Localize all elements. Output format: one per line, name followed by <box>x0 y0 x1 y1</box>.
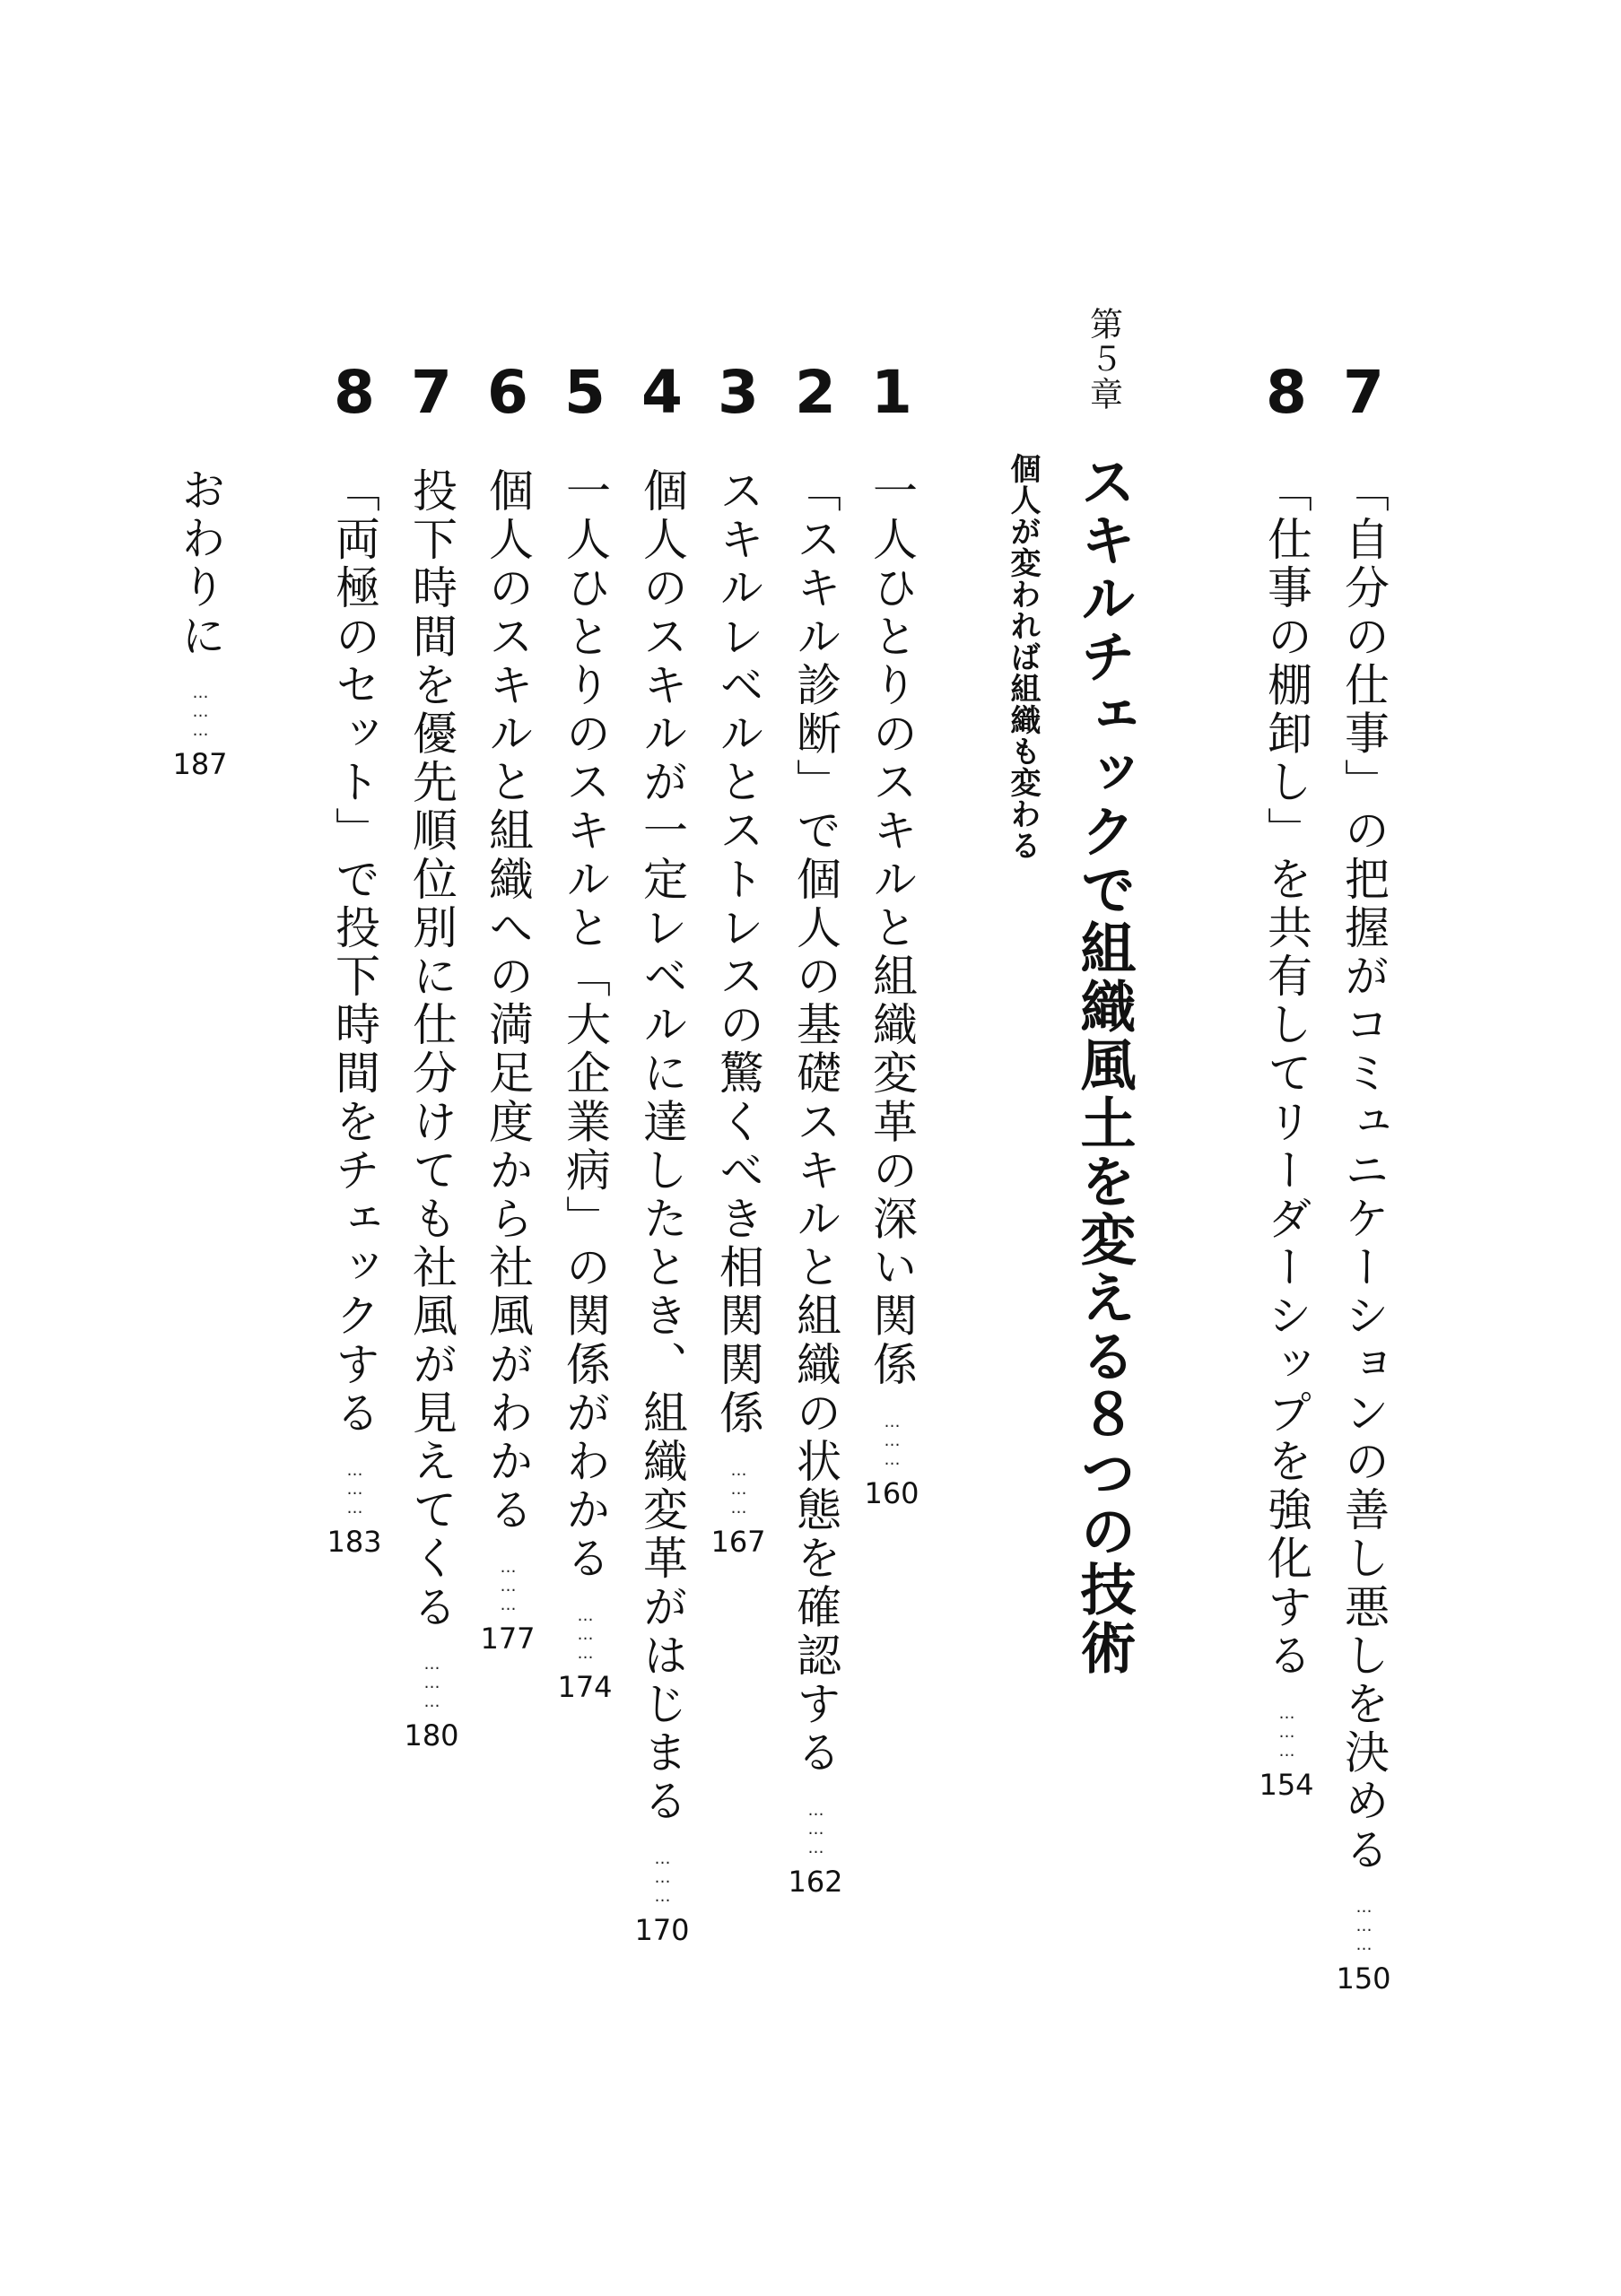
entry-title: 一人ひとりのスキルと「大企業病」の関係がわかる <box>559 467 611 1584</box>
page-number: 183 <box>327 1525 382 1559</box>
toc-entry-prev-8[interactable] <box>1242 358 1331 1802</box>
page-number: 170 <box>634 1912 690 1947</box>
toc-entry-1[interactable] <box>847 358 937 1510</box>
entry-number: 4 <box>641 358 683 427</box>
entry-title: 投下時間を優先順位別に仕分けても社風が見えてくる <box>405 467 458 1632</box>
entry-title: 「スキル診断」で個人の基礎スキルと組織の状態を確認する <box>789 467 841 1778</box>
page-number: 154 <box>1259 1767 1314 1802</box>
toc-entry-6[interactable] <box>463 358 553 1657</box>
dot-leader: ……… <box>883 1412 902 1469</box>
entry-number: 5 <box>564 358 606 427</box>
entry-number: 8 <box>1266 358 1307 427</box>
toc-entry-7[interactable] <box>387 358 476 1753</box>
chapter-label: 第５章 <box>1084 307 1123 412</box>
dot-leader: ……… <box>1355 1897 1373 1954</box>
entry-number: 6 <box>487 358 528 427</box>
chapter-label-column <box>1068 307 1139 412</box>
dot-leader: ……… <box>653 1848 672 1906</box>
page-number: 150 <box>1336 1961 1391 1996</box>
page-number: 177 <box>480 1622 536 1657</box>
page-number: 167 <box>710 1525 766 1559</box>
page-number: 180 <box>404 1718 459 1753</box>
entry-number: 7 <box>1343 358 1384 427</box>
entry-title: おわりに <box>174 466 226 661</box>
toc-entry-prev-7[interactable] <box>1319 358 1408 1996</box>
entry-title: 「自分の仕事」の把握がコミュニケーションの善し悪しを決める <box>1338 467 1390 1874</box>
chapter-subtitle-column <box>991 453 1054 861</box>
entry-title: 「両極のセット」で投下時間をチェックする <box>328 467 380 1438</box>
dot-leader: ……… <box>191 683 210 741</box>
entry-number: 8 <box>334 358 375 427</box>
dot-leader: ……… <box>806 1800 825 1857</box>
toc-entry-4[interactable] <box>617 358 707 1947</box>
dot-leader: ……… <box>576 1606 595 1664</box>
entry-number: 3 <box>718 358 759 427</box>
chapter-title-column <box>1059 453 1148 1677</box>
entry-title: 「仕事の棚卸し」を共有してリーダーシップを強化する <box>1260 467 1312 1681</box>
page-number: 162 <box>788 1864 843 1899</box>
dot-leader: ……… <box>1277 1703 1296 1761</box>
toc-entry-2[interactable] <box>771 358 860 1899</box>
dot-leader: ……… <box>423 1655 441 1712</box>
toc-entry-5[interactable] <box>540 358 630 1705</box>
entry-title: 個人のスキルが一定レベルに達したとき、組織変革がはじまる <box>636 467 688 1826</box>
entry-number: 2 <box>795 358 836 427</box>
toc-entry-closing[interactable] <box>155 466 245 782</box>
toc-entry-3[interactable] <box>693 358 783 1559</box>
dot-leader: ……… <box>729 1461 748 1518</box>
dot-leader: ……… <box>499 1558 518 1615</box>
dot-leader: ……… <box>345 1461 364 1518</box>
page-number: 187 <box>172 747 228 782</box>
entry-number: 7 <box>411 358 452 427</box>
toc-entry-8[interactable] <box>309 358 399 1559</box>
entry-title: スキルレベルとストレスの驚くべき相関関係 <box>712 467 764 1438</box>
chapter-title: スキルチェックで組織風土を変える８つの技術 <box>1071 453 1137 1677</box>
entry-number: 1 <box>871 358 912 427</box>
entry-title: 個人のスキルと組織への満足度から社風がわかる <box>482 467 534 1535</box>
page-number: 160 <box>864 1475 919 1510</box>
chapter-subtitle: 個人が変われば組織も変わる <box>1005 453 1041 861</box>
entry-title: 一人ひとりのスキルと組織変革の深い関係 <box>866 467 918 1389</box>
page-number: 174 <box>557 1670 613 1705</box>
